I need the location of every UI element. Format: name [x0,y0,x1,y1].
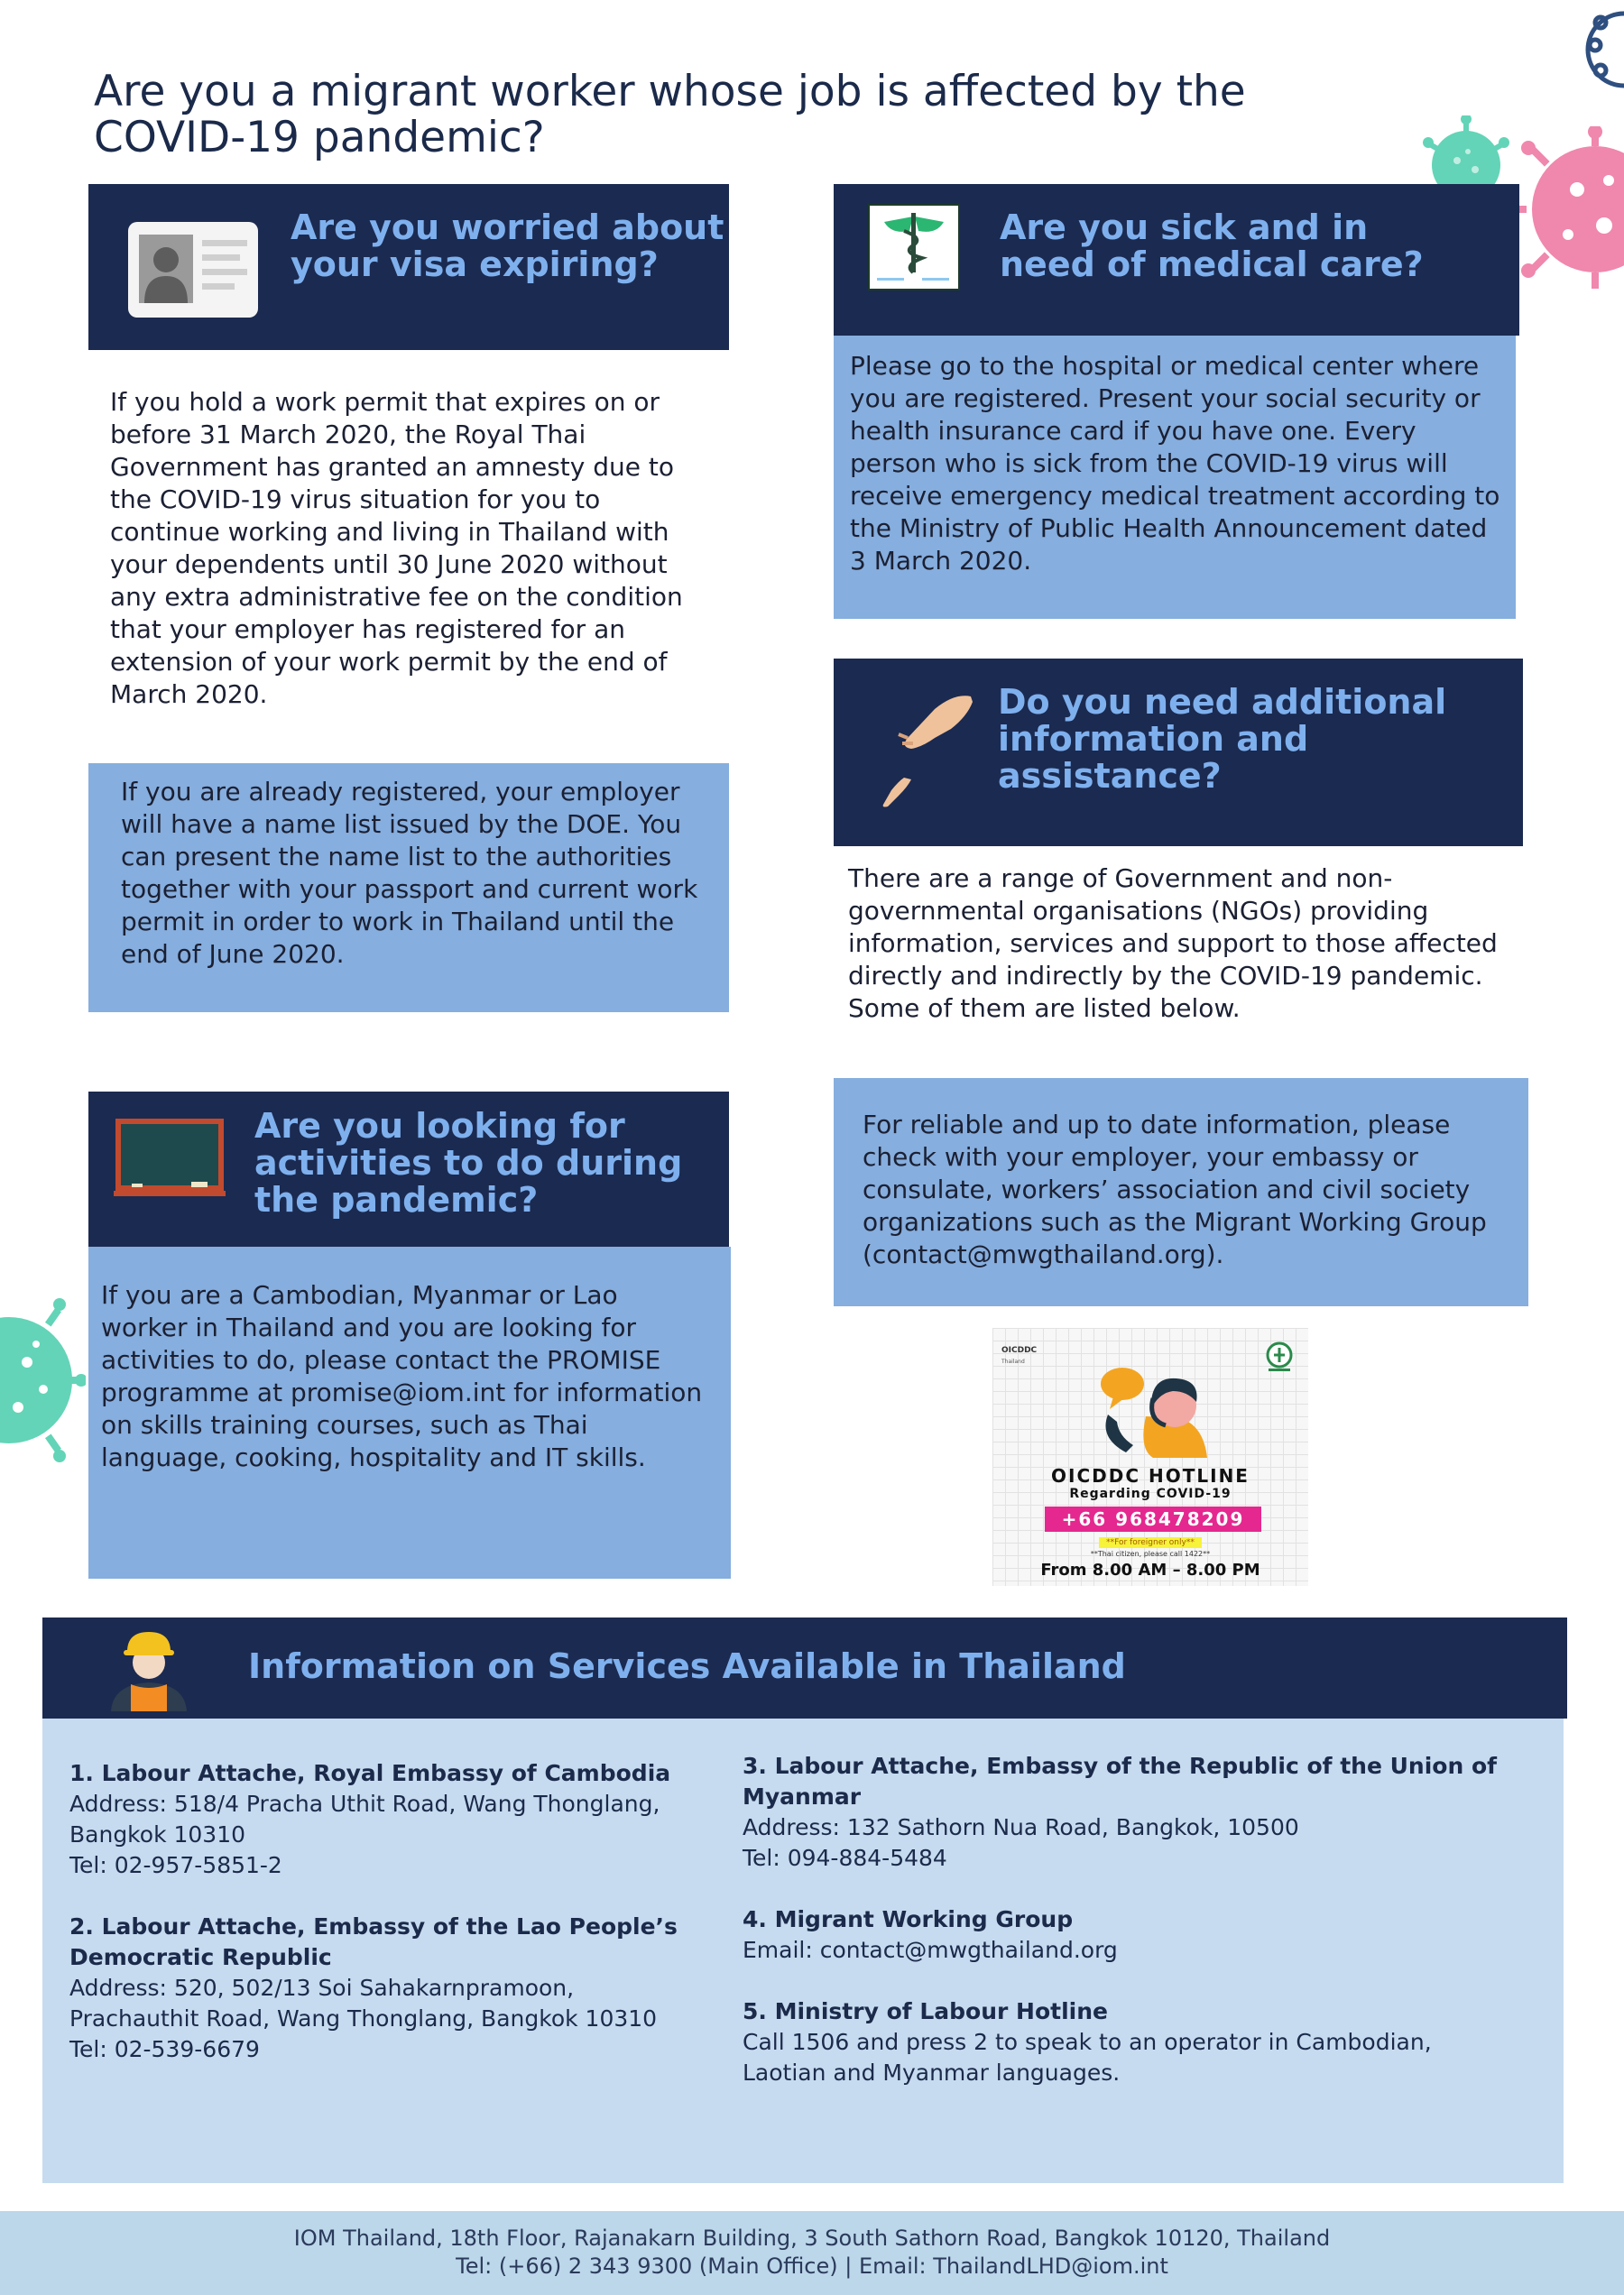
reliable-info-text: For reliable and up to date information, please check with your employer, your embassy or consulate, workers’ association and civil society organizations such as the Migrant Working Group (contact@mwgthailand.org). [863,1110,1487,1269]
hotline-poster [992,1328,1308,1586]
visa-heading: Are you worried about your visa expiring? [291,207,724,284]
hotline-thai: **Thai citizen, please call 1422** [1090,1550,1211,1558]
virus-icon [0,1290,86,1470]
visa-amnesty-text: If you hold a work permit that expires on or before 31 March 2020, the Royal Thai Government has granted an amnesty due to the COVID-19 virus situation for you to continue working and living in Thailand with your dependents until 30 June 2020 without any extra administrative fee on the condition that your employer has registered for an extension of your work permit by the end of March 2020. [110,387,683,709]
service-address: Address: 520, 502/13 Soi Sahakarnpramoon, Prachauthit Road, Wang Thonglang, Bangkok 10310 [69,1975,658,2032]
activities-text: If you are a Cambodian, Myanmar or Lao worker in Thailand and you are looking for activities to do, please contact the PROMISE programme at promise@iom.int for information on skills training courses, such as Thai language, cooking, hospitality and IT skills. [101,1280,703,1472]
footer-address: IOM Thailand, 18th Floor, Rajanakarn Building, 3 South Sathorn Road, Bangkok 10120, Thailand [293,2226,1331,2251]
service-cambodia [69,1758,701,1881]
service-address: Address: 518/4 Pracha Uthit Road, Wang Thonglang, Bangkok 10310 [69,1791,660,1848]
caduceus-icon [868,204,960,290]
ministry-logo-icon [1263,1341,1296,1373]
id-card-icon [126,220,260,319]
visa-header [88,184,729,350]
page-title: Are you a migrant worker whose job is affected by the COVID-19 pandemic? [94,67,1246,162]
virus-icon [1505,126,1624,289]
call-center-icon [1090,1362,1216,1461]
visa-namelist-panel [88,763,729,1012]
services-right-column [743,1751,1518,2119]
medical-panel [834,336,1516,619]
hotline-org: OICDDC [1001,1346,1038,1355]
reliable-info-panel [834,1078,1528,1306]
services-heading: Information on Services Available in Thailand [248,1646,1126,1686]
activities-header [88,1092,729,1247]
assistance-text: There are a range of Government and non-governmental organisations (NGOs) providing information, services and support to those affected directly and indirectly by the COVID-19 pandemic. Some of them are listed below. [848,863,1498,1023]
service-name: 1. Labour Attache, Royal Embassy of Cambodia [69,1760,671,1786]
service-name: 5. Ministry of Labour Hotline [743,1998,1108,2024]
hotline-phone: +66 968478209 [1045,1507,1261,1532]
worker-helmet-icon [104,1628,194,1711]
footer [0,2211,1624,2295]
service-email: Email: contact@mwgthailand.org [743,1937,1118,1963]
service-name: 3. Labour Attache, Embassy of the Republic of the Union of Myanmar [743,1753,1498,1810]
service-name: 4. Migrant Working Group [743,1906,1074,1932]
service-tel: Tel: 094-884-5484 [743,1845,947,1871]
hotline-title: OICDDC HOTLINE [1051,1465,1250,1487]
service-name: 2. Labour Attache, Embassy of the Lao People’s Democratic Republic [69,1913,678,1970]
helping-hands-icon [872,691,980,808]
medical-header [834,184,1519,336]
service-myanmar [743,1751,1518,1874]
service-description: Call 1506 and press 2 to speak to an operator in Cambodian, Laotian and Myanmar languages. [743,2029,1432,2086]
services-left-column [69,1758,701,2096]
activities-heading: Are you looking for activities to do during the pandemic? [254,1106,683,1220]
service-labour-hotline [743,1996,1518,2088]
service-tel: Tel: 02-539-6679 [69,2036,260,2062]
assistance-header [834,659,1523,846]
chalkboard-icon [114,1117,226,1198]
service-mwg [743,1904,1518,1966]
medical-heading: Are you sick and in need of medical care? [1000,207,1424,284]
services-panel [42,1719,1564,2183]
virus-icon [1568,0,1624,104]
medical-text: Please go to the hospital or medical center where you are registered. Present your social security or health insurance card if you have one. Every person who is sick from the COVID-19 virus will receive emergency medical treatment according to the Ministry of Public Health Announcement dated 3 March 2020. [850,351,1500,576]
service-lao [69,1912,701,2065]
visa-namelist-text: If you are already registered, your employer will have a name list issued by the DOE. You can present the name list to the authorities together with your passport and current work permit in order to work in Thailand until the end of June 2020. [121,777,698,969]
hotline-org-sub: Thailand [1001,1359,1025,1365]
service-tel: Tel: 02-957-5851-2 [69,1852,282,1878]
hotline-subtitle: Regarding COVID-19 [1069,1487,1232,1501]
services-header [42,1618,1567,1719]
hotline-hours: From 8.00 AM – 8.00 PM [1040,1561,1260,1580]
service-address: Address: 132 Sathorn Nua Road, Bangkok, 10500 [743,1814,1299,1840]
activities-panel [88,1247,731,1579]
footer-contact: Tel: (+66) 2 343 9300 (Main Office) | Email: ThailandLHD@iom.int [456,2254,1168,2279]
hotline-foreigner: **For foreigner only** [1099,1537,1202,1548]
assistance-heading: Do you need additional information and assistance? [998,682,1447,796]
